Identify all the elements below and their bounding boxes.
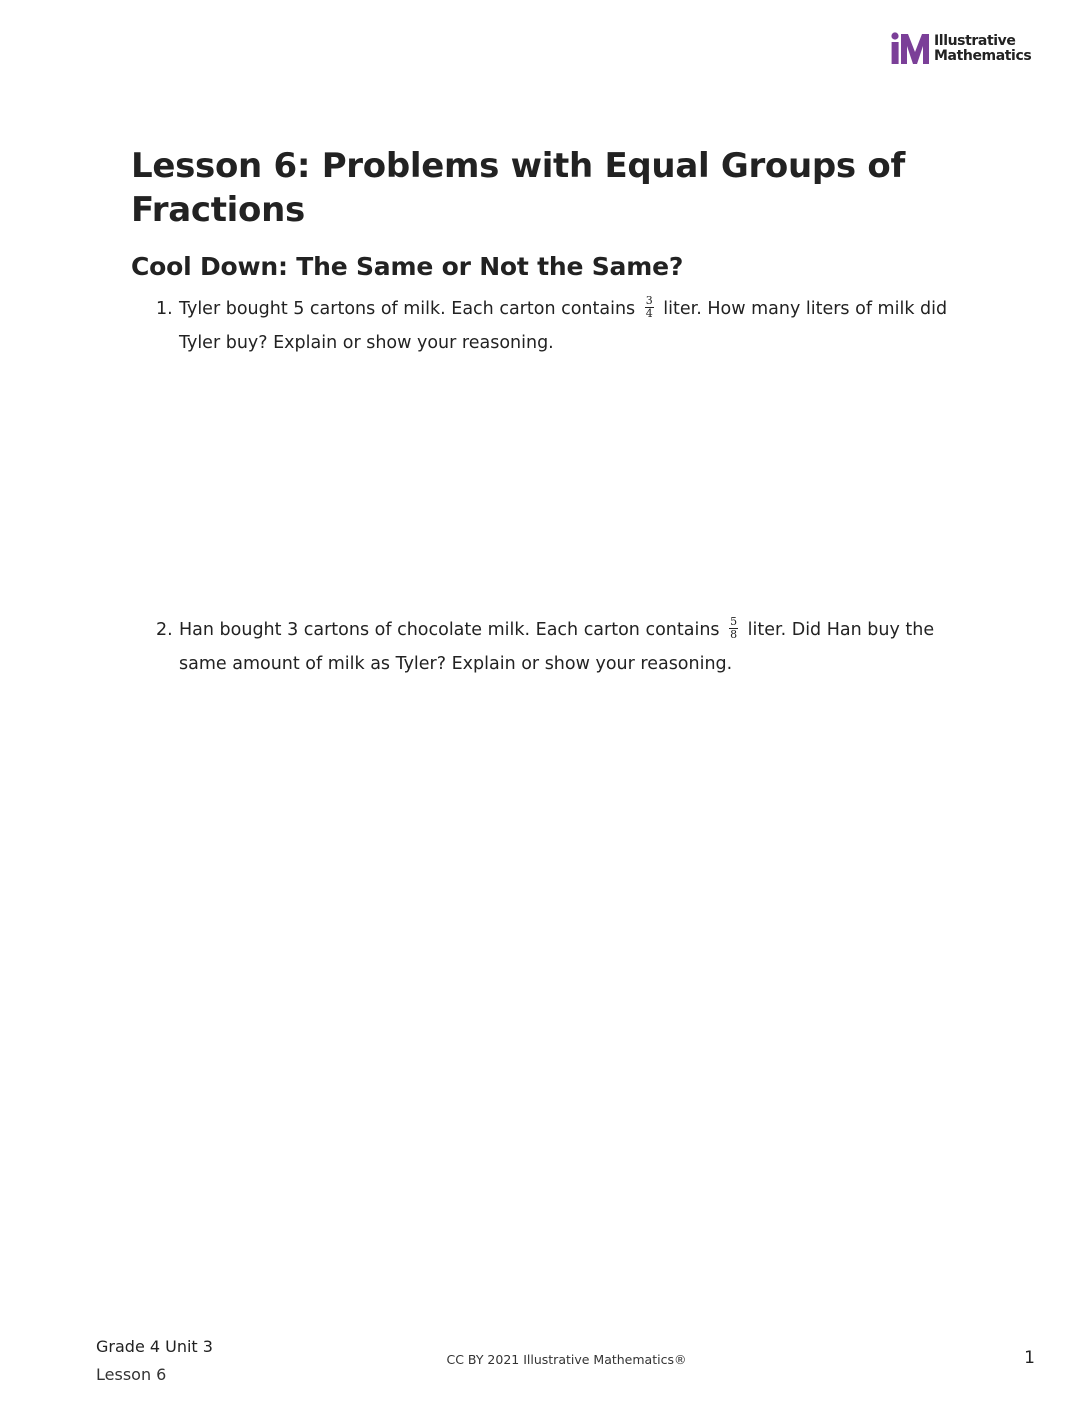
page-title: Lesson 6: Problems with Equal Groups of Fractions	[131, 146, 905, 230]
brand-logo	[890, 32, 1031, 66]
im-logo-icon	[890, 32, 930, 66]
problem-text-after: liter. Did Han buy the same amount of milk as Tyler? Explain or show your reasoning.	[179, 620, 935, 674]
fraction	[645, 295, 654, 320]
logo-line-1: Illustrative	[934, 33, 1016, 49]
section-heading: Cool Down: The Same or Not the Same?	[131, 252, 684, 281]
problem-1	[156, 292, 986, 360]
fraction-numerator: 5	[730, 614, 738, 628]
footer-license: CC BY 2021 Illustrative Mathematics®	[446, 1352, 687, 1367]
problem-number: 1.	[156, 299, 173, 319]
problem-number: 2.	[156, 620, 173, 640]
footer-unit: Grade 4 Unit 3	[96, 1337, 213, 1356]
problem-text-before: Tyler bought 5 cartons of milk. Each carton contains	[179, 299, 641, 319]
footer-lesson: Lesson 6	[96, 1365, 167, 1384]
fraction	[729, 616, 738, 641]
problem-text	[179, 292, 986, 360]
logo-line-2: Mathematics	[934, 48, 1032, 64]
fraction-numerator: 3	[645, 293, 653, 307]
fraction-denominator: 4	[645, 306, 653, 320]
problem-text-after: liter. How many liters of milk did Tyler buy? Explain or show your reasoning.	[179, 299, 948, 353]
problem-2	[156, 613, 986, 681]
fraction-denominator: 8	[730, 627, 738, 641]
problem-text	[179, 613, 986, 681]
logo-wordmark	[934, 34, 1031, 64]
problem-text-before: Han bought 3 cartons of chocolate milk. Each carton contains	[179, 620, 726, 640]
page-number: 1	[1024, 1348, 1035, 1368]
